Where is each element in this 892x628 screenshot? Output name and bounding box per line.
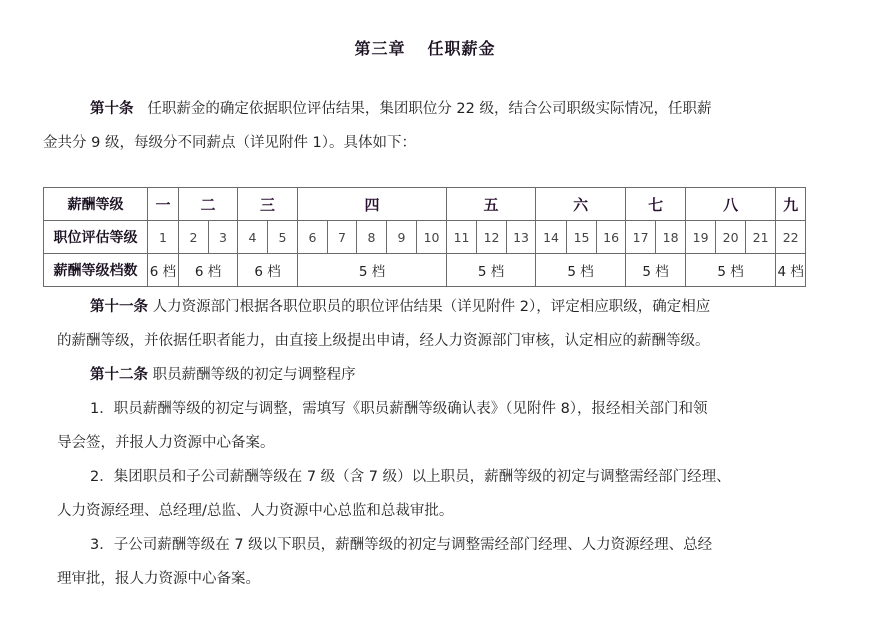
article-11-label: 第十一条: [90, 298, 148, 315]
salary-grade-table: [43, 187, 806, 287]
row-header-position-level: 职位评估等级: [44, 221, 148, 254]
position-level-cell: 11: [447, 221, 477, 254]
position-level-cell: 12: [477, 221, 507, 254]
salary-grade-cell: 四: [298, 188, 447, 221]
salary-grade-cell: 九: [776, 188, 806, 221]
tier-count-cell: 5 档: [686, 254, 776, 287]
article-12-label: 第十二条: [90, 366, 148, 383]
tier-count-cell: 5 档: [626, 254, 686, 287]
salary-grade-cell: 七: [626, 188, 686, 221]
row-header-tier-count: 薪酬等级档数: [44, 254, 148, 287]
chapter-name: 任职薪金: [427, 39, 496, 58]
salary-grade-row: [44, 188, 806, 221]
position-level-cell: 7: [328, 221, 357, 254]
article-10-label: 第十条: [90, 100, 134, 117]
tier-count-cell: 5 档: [298, 254, 447, 287]
article-12-item-1-line-2: 导会签，并报人力资源中心备案。: [57, 435, 275, 451]
position-level-row: [44, 221, 806, 254]
position-level-cell: 20: [716, 221, 746, 254]
article-11-line-2: 的薪酬等级，并依据任职者能力，由直接上级提出申请，经人力资源部门审核，认定相应的薪酬等级。: [57, 333, 710, 349]
chapter-number: 第三章: [354, 39, 406, 58]
article-12-item-1-line-1: 1．职员薪酬等级的初定与调整，需填写《职员薪酬等级确认表》（见附件 8），报经相关部门和领: [90, 401, 708, 417]
position-level-cell: 13: [507, 221, 536, 254]
tier-count-cell: 6 档: [179, 254, 238, 287]
tier-count-row: [44, 254, 806, 287]
position-level-cell: 9: [387, 221, 417, 254]
salary-grade-cell: 八: [686, 188, 776, 221]
salary-grade-cell: 六: [536, 188, 626, 221]
position-level-cell: 2: [179, 221, 209, 254]
position-level-cell: 8: [357, 221, 387, 254]
position-level-cell: 18: [656, 221, 686, 254]
tier-count-cell: 5 档: [447, 254, 536, 287]
article-10-line-1: [90, 92, 712, 126]
position-level-cell: 5: [268, 221, 298, 254]
article-12-item-2-line-2: 人力资源经理、总经理/总监、人力资源中心总监和总裁审批。: [57, 503, 454, 519]
position-level-cell: 4: [238, 221, 268, 254]
article-11-text-1: 人力资源部门根据各职位职员的职位评估结果（详见附件 2），评定相应职级，确定相应: [152, 299, 711, 315]
chapter-title: [0, 36, 850, 59]
article-12-item-2-line-1: 2．集团职员和子公司薪酬等级在 7 级（含 7 级）以上职员，薪酬等级的初定与调整需经部门经理、: [90, 469, 731, 485]
position-level-cell: 17: [626, 221, 656, 254]
tier-count-cell: 5 档: [536, 254, 626, 287]
tier-count-cell: 6 档: [148, 254, 179, 287]
article-11-line-1: [90, 290, 710, 324]
position-level-cell: 19: [686, 221, 716, 254]
salary-grade-cell: 三: [238, 188, 298, 221]
article-10-line-2: 金共分 9 级，每级分不同薪点（详见附件 1）。具体如下：: [43, 135, 417, 151]
position-level-cell: 6: [298, 221, 328, 254]
salary-grade-cell: 二: [179, 188, 238, 221]
article-12-heading: [90, 358, 356, 392]
position-level-cell: 14: [536, 221, 567, 254]
tier-count-cell: 6 档: [238, 254, 298, 287]
position-level-cell: 16: [597, 221, 626, 254]
article-10-text-1: 任职薪金的确定依据职位评估结果，集团职位分 22 级，结合公司职级实际情况，任职薪: [147, 101, 712, 117]
position-level-cell: 21: [746, 221, 776, 254]
tier-count-cell: 4 档: [776, 254, 806, 287]
article-12-item-3-line-1: 3．子公司薪酬等级在 7 级以下职员，薪酬等级的初定与调整需经部门经理、人力资源经理、总经: [90, 537, 713, 553]
salary-grade-cell: 一: [148, 188, 179, 221]
row-header-salary-grade: 薪酬等级: [44, 188, 148, 221]
article-12-item-3-line-2: 理审批，报人力资源中心备案。: [57, 571, 260, 587]
position-level-cell: 10: [417, 221, 447, 254]
position-level-cell: 22: [776, 221, 806, 254]
salary-grade-cell: 五: [447, 188, 536, 221]
position-level-cell: 15: [567, 221, 597, 254]
position-level-cell: 1: [148, 221, 179, 254]
article-12-heading-text: 职员薪酬等级的初定与调整程序: [152, 367, 356, 383]
position-level-cell: 3: [209, 221, 238, 254]
